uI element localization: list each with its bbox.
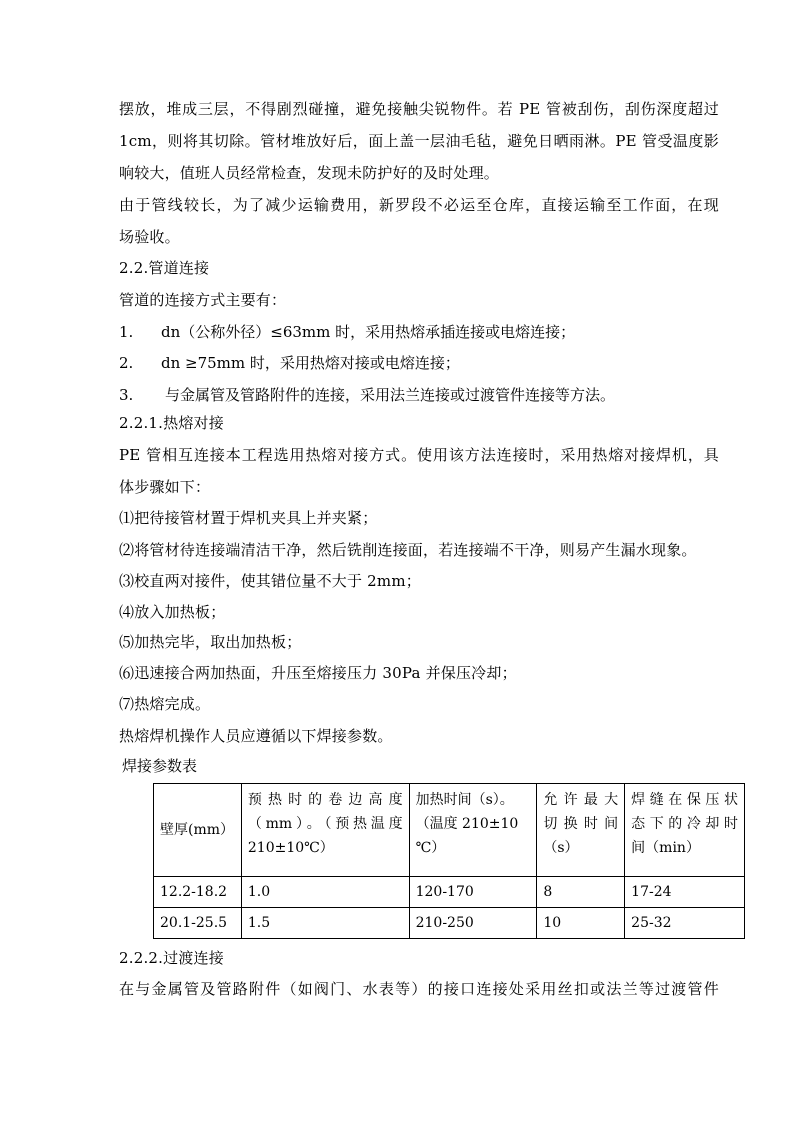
paragraph-line: 由于管线较长，为了减少运输费用，新罗段不必运至仓库，直接运输至工作面，在现 bbox=[119, 196, 719, 214]
list-item bbox=[119, 353, 460, 373]
table-header-row bbox=[154, 784, 745, 877]
table-cell: 210-250 bbox=[409, 908, 537, 939]
step-item: ⑴把待接管材置于焊机夹具上并夹紧； bbox=[119, 509, 378, 527]
table-header-cell: 加热时间（s）。 （温度 210±10 ℃） bbox=[409, 784, 537, 877]
paragraph-line: 场验收。 bbox=[119, 228, 180, 246]
table-cell: 12.2-18.2 bbox=[154, 877, 242, 908]
table-cell: 1.0 bbox=[241, 877, 409, 908]
section-heading-2-2: 2.2.管道连接 bbox=[119, 259, 210, 277]
table-cell: 120-170 bbox=[409, 877, 537, 908]
section-intro: 管道的连接方式主要有： bbox=[119, 291, 287, 309]
table-header-cell: 允许最大 切换时间 （s） bbox=[537, 784, 625, 877]
step-item: ⑶校直两对接件，使其错位量不大于 2mm； bbox=[119, 572, 421, 590]
paragraph-line: PE 管相互连接本工程选用热熔对接方式。使用该方法连接时，采用热熔对接焊机，具 bbox=[119, 446, 719, 464]
note-line: 热熔焊机操作人员应遵循以下焊接参数。 bbox=[119, 727, 393, 745]
table-cell: 25-32 bbox=[625, 908, 745, 939]
list-text: 与金属管及管路附件的连接，采用法兰连接或过渡管件连接等方法。 bbox=[165, 386, 616, 404]
step-item: ⑺热熔完成。 bbox=[119, 695, 211, 713]
paragraph-line: 摆放，堆成三层，不得剧烈碰撞，避免接触尖锐物件。若 PE 管被刮伤，刮伤深度超过 bbox=[119, 100, 719, 118]
list-text: dn（公称外径）≤63mm 时，采用热熔承插连接或电熔连接； bbox=[161, 323, 576, 341]
paragraph-line: 1cm，则将其切除。管材堆放好后，面上盖一层油毛毡，避免日晒雨淋。PE 管受温度影 bbox=[119, 132, 719, 150]
list-item bbox=[119, 322, 575, 342]
table-title: 焊接参数表 bbox=[122, 757, 198, 775]
list-number: 2. bbox=[119, 354, 134, 372]
list-text: dn ≥75mm 时，采用热熔对接或电熔连接； bbox=[161, 354, 460, 372]
paragraph-line: 体步骤如下： bbox=[119, 478, 211, 496]
table-header-cell: 焊缝在保压状 态下的冷却时 间（min） bbox=[625, 784, 745, 877]
list-number: 1. bbox=[119, 323, 134, 341]
table-cell: 10 bbox=[537, 908, 625, 939]
welding-parameters-table bbox=[153, 783, 745, 939]
table-header-cell: 预热时的卷边高度 （mm）。（预热温度 210±10℃） bbox=[241, 784, 409, 877]
paragraph-line: 在与金属管及管路附件（如阀门、水表等）的接口连接处采用丝扣或法兰等过渡管件 bbox=[119, 980, 719, 998]
section-heading-2-2-1: 2.2.1.热熔对接 bbox=[119, 414, 224, 432]
paragraph-line: 响较大，值班人员经常检查，发现未防护好的及时处理。 bbox=[119, 164, 500, 182]
list-number: 3. bbox=[119, 386, 134, 404]
step-item: ⑸加热完毕，取出加热板； bbox=[119, 633, 302, 651]
step-item: ⑵将管材待连接端清洁干净，然后铣削连接面，若连接端不干净，则易产生漏水现象。 bbox=[119, 541, 697, 559]
list-item bbox=[119, 385, 615, 405]
table-cell: 17-24 bbox=[625, 877, 745, 908]
step-item: ⑹迅速接合两加热面，升压至熔接压力 30Pa 并保压冷却； bbox=[119, 664, 517, 682]
table-cell: 8 bbox=[537, 877, 625, 908]
table-header-cell: 壁厚(mm） bbox=[154, 784, 242, 877]
table-row bbox=[154, 877, 745, 908]
step-item: ⑷放入加热板； bbox=[119, 603, 226, 621]
table-cell: 20.1-25.5 bbox=[154, 908, 242, 939]
section-heading-2-2-2: 2.2.2.过渡连接 bbox=[119, 949, 224, 967]
table-row bbox=[154, 908, 745, 939]
table-cell: 1.5 bbox=[241, 908, 409, 939]
